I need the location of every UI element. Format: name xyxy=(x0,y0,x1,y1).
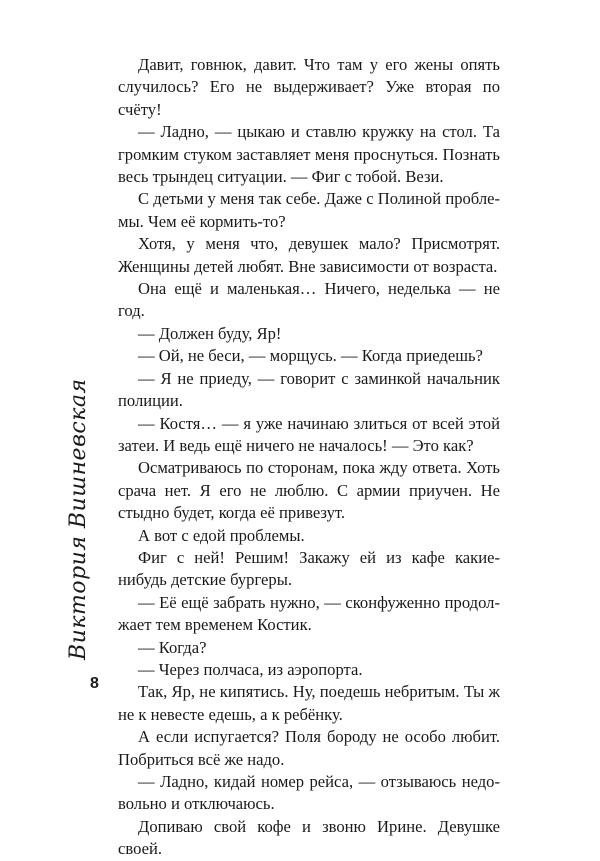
paragraph: Так, Яр, не кипятись. Ну, поедешь небритым. Ты ж не к невесте едешь, а к ребёнку. xyxy=(118,682,500,724)
paragraph: — Когда? xyxy=(138,637,207,657)
paragraph: А если испугается? Поля бороду не особо любит. Побриться всё же надо. xyxy=(118,727,500,769)
paragraph: — Ой, не беси, — морщусь. — Когда приедешь? xyxy=(138,346,483,366)
paragraph: Она ещё и маленькая… Ничего, неделька — не год. xyxy=(118,279,500,321)
paragraph: — Через полчаса, из аэропорта. xyxy=(138,659,363,679)
paragraph: Осматриваюсь по сторонам, пока жду ответа. Хоть срача нет. Я его не люблю. С армии приучен. Не стыдно будет, когда её привезут. xyxy=(118,458,500,523)
running-author-name: Виктория Вишневская xyxy=(66,378,91,660)
paragraph: — Ладно, — цыкаю и ставлю кружку на стол. Та громким стуком заставляет меня проснуться. Познать весь трындец ситуации. — Фиг с тобой. Вези. xyxy=(118,122,500,187)
paragraph: — Должен буду, Яр! xyxy=(138,323,282,343)
paragraph: А вот с едой проблемы. xyxy=(138,525,305,545)
page-number: 8 xyxy=(90,675,99,692)
body-text xyxy=(118,54,500,861)
paragraph: Давит, говнюк, давит. Что там у его жены опять случилось? Его не выдерживает? Уже вторая по счёту! xyxy=(118,55,500,119)
paragraph: — Костя… — я уже начинаю злиться от всей этой затеи. И ведь ещё ничего не началось! — Это как? xyxy=(118,413,500,455)
paragraph: — Её ещё забрать нужно, — сконфуженно продолжает тем временем Костик. xyxy=(118,592,500,635)
paragraph: С детьми у меня так себе. Даже с Полиной проблемы. Чем её кормить-то? xyxy=(118,189,500,231)
paragraph: Фиг с ней! Решим! Закажу ей из кафе какие-нибудь детские бургеры. xyxy=(118,547,500,590)
paragraph: — Ладно, кидай номер рейса, — отзываюсь недовольно и отключаюсь. xyxy=(118,772,500,814)
paragraph: — Я не приеду, — говорит с заминкой начальник полиции. xyxy=(118,368,500,411)
paragraph: Хотя, у меня что, девушек мало? Присмотрят. Женщины детей любят. Вне зависимости от возраста. xyxy=(118,234,500,276)
paragraph: Допиваю свой кофе и звоню Ирине. Девушке своей. xyxy=(118,816,500,859)
